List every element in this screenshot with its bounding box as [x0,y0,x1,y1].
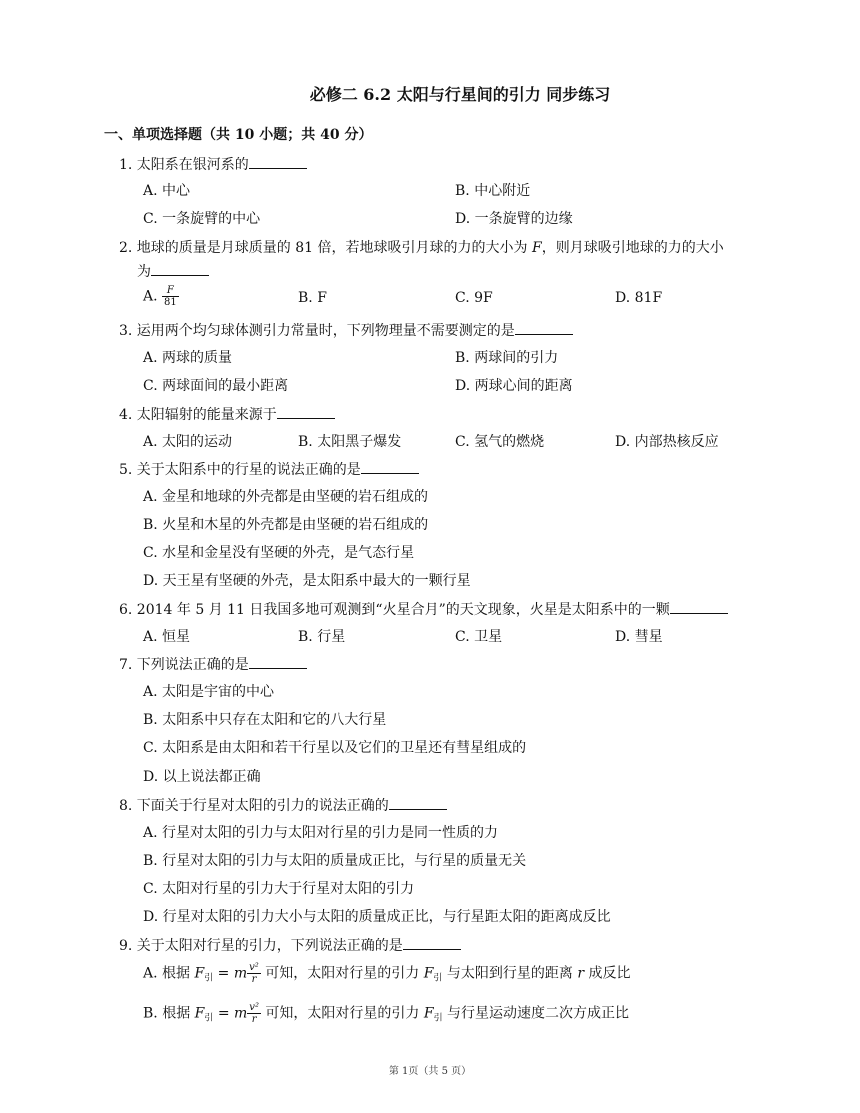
answer-blank[interactable] [249,654,307,669]
option-b[interactable]: B. F [298,290,327,306]
option-d[interactable]: D. 81F [615,290,663,306]
option-c[interactable]: C. 两球面间的最小距离 [143,378,289,394]
option-a[interactable]: A. 行星对太阳的引力与太阳对行星的引力是同一性质的力 [143,825,499,841]
section-heading: 一、单项选择题（共 10 小题；共 40 分） [104,127,373,143]
fraction: $\frac{\text{v²}}{r}$ [249,1002,259,1025]
option-b[interactable]: B. 太阳系中只存在太阳和它的八大行星 [143,712,387,728]
option-a[interactable]: A. 太阳的运动 [143,434,233,450]
answer-blank[interactable] [361,459,419,474]
option-c[interactable]: C. 9F [455,290,493,306]
question-9-stem: 9. 关于太阳对行星的引力，下列说法正确的是 [119,935,461,957]
answer-blank[interactable] [670,599,728,614]
answer-blank[interactable] [151,261,209,276]
option-c[interactable]: C. 水星和金星没有坚硬的外壳，是气态行星 [143,545,415,561]
question-2-stem: 2. 地球的质量是月球质量的 81 倍，若地球吸引月球的力的大小为 F，则月球吸引地球的力的大小 [119,240,724,256]
option-b[interactable]: B. 根据 $F_引 = m$ $\frac{\text{v²}}{r}$ 可知，太阳对行星的引力 $F_引$ 与行星运动速度二次方成正比 [143,1002,630,1025]
option-c[interactable]: C. 一条旋臂的中心 [143,211,261,227]
option-c[interactable]: C. 氢气的燃烧 [455,434,545,450]
page-footer: 第 1页（共 5 页） [388,1066,472,1077]
option-d[interactable]: D. 彗星 [615,629,663,645]
answer-blank[interactable] [249,154,307,169]
question-8-stem: 8. 下面关于行星对太阳的引力的说法正确的 [119,795,447,817]
answer-blank[interactable] [277,404,335,419]
question-3-stem: 3. 运用两个均匀球体测引力常量时，下列物理量不需要测定的是 [119,320,573,342]
fraction: $\frac{\text{v²}}{r}$ [249,962,259,985]
option-b[interactable]: B. 中心附近 [455,183,531,199]
question-7-stem: 7. 下列说法正确的是 [119,654,307,676]
answer-blank[interactable] [403,935,461,950]
option-d[interactable]: D. 天王星有坚硬的外壳，是太阳系中最大的一颗行星 [143,573,471,589]
option-d[interactable]: D. 两球心间的距离 [455,378,573,394]
option-c[interactable]: C. 太阳系是由太阳和若干行星以及它们的卫星还有彗星组成的 [143,740,527,756]
option-a[interactable]: A. 两球的质量 [143,350,233,366]
answer-blank[interactable] [515,320,573,335]
option-a[interactable]: A. 金星和地球的外壳都是由坚硬的岩石组成的 [143,489,429,505]
option-a[interactable]: A. 根据 $F_引 = m$ $\frac{\text{v²}}{r}$ 可知，太阳对行星的引力 $F_引$ 与太阳到行星的距离 r 成反比 [143,962,631,985]
option-d[interactable]: D. 内部热核反应 [615,434,719,450]
option-a[interactable]: A. $\frac{F}{81}$ [143,285,177,308]
option-a[interactable]: A. 太阳是宇宙的中心 [143,684,275,700]
option-b[interactable]: B. 火星和木星的外壳都是由坚硬的岩石组成的 [143,517,429,533]
question-1-stem: 1. 太阳系在银河系的 [119,154,307,176]
question-4-stem: 4. 太阳辐射的能量来源于 [119,404,335,426]
option-d[interactable]: D. 一条旋臂的边缘 [455,211,573,227]
option-d[interactable]: D. 行星对太阳的引力大小与太阳的质量成正比，与行星距太阳的距离成反比 [143,909,611,925]
option-c[interactable]: C. 太阳对行星的引力大于行星对太阳的引力 [143,881,415,897]
option-a[interactable]: A. 中心 [143,183,191,199]
answer-blank[interactable] [389,795,447,810]
option-a[interactable]: A. 恒星 [143,629,191,645]
option-b[interactable]: B. 太阳黑子爆发 [298,434,402,450]
page-title: 必修二 6.2 太阳与行星间的引力 同步练习 [309,85,611,104]
question-2-stem-cont: 为 [137,261,209,283]
option-b[interactable]: B. 两球间的引力 [455,350,559,366]
option-b[interactable]: B. 行星 [298,629,346,645]
fraction: $\frac{F}{81}$ [164,285,177,308]
option-b[interactable]: B. 行星对太阳的引力与太阳的质量成正比，与行星的质量无关 [143,853,527,869]
option-d[interactable]: D. 以上说法都正确 [143,769,261,785]
question-5-stem: 5. 关于太阳系中的行星的说法正确的是 [119,459,419,481]
question-6-stem: 6. 2014 年 5 月 11 日我国多地可观测到“火星合月”的天文现象，火星是太阳系中的一颗 [119,599,728,621]
option-c[interactable]: C. 卫星 [455,629,503,645]
